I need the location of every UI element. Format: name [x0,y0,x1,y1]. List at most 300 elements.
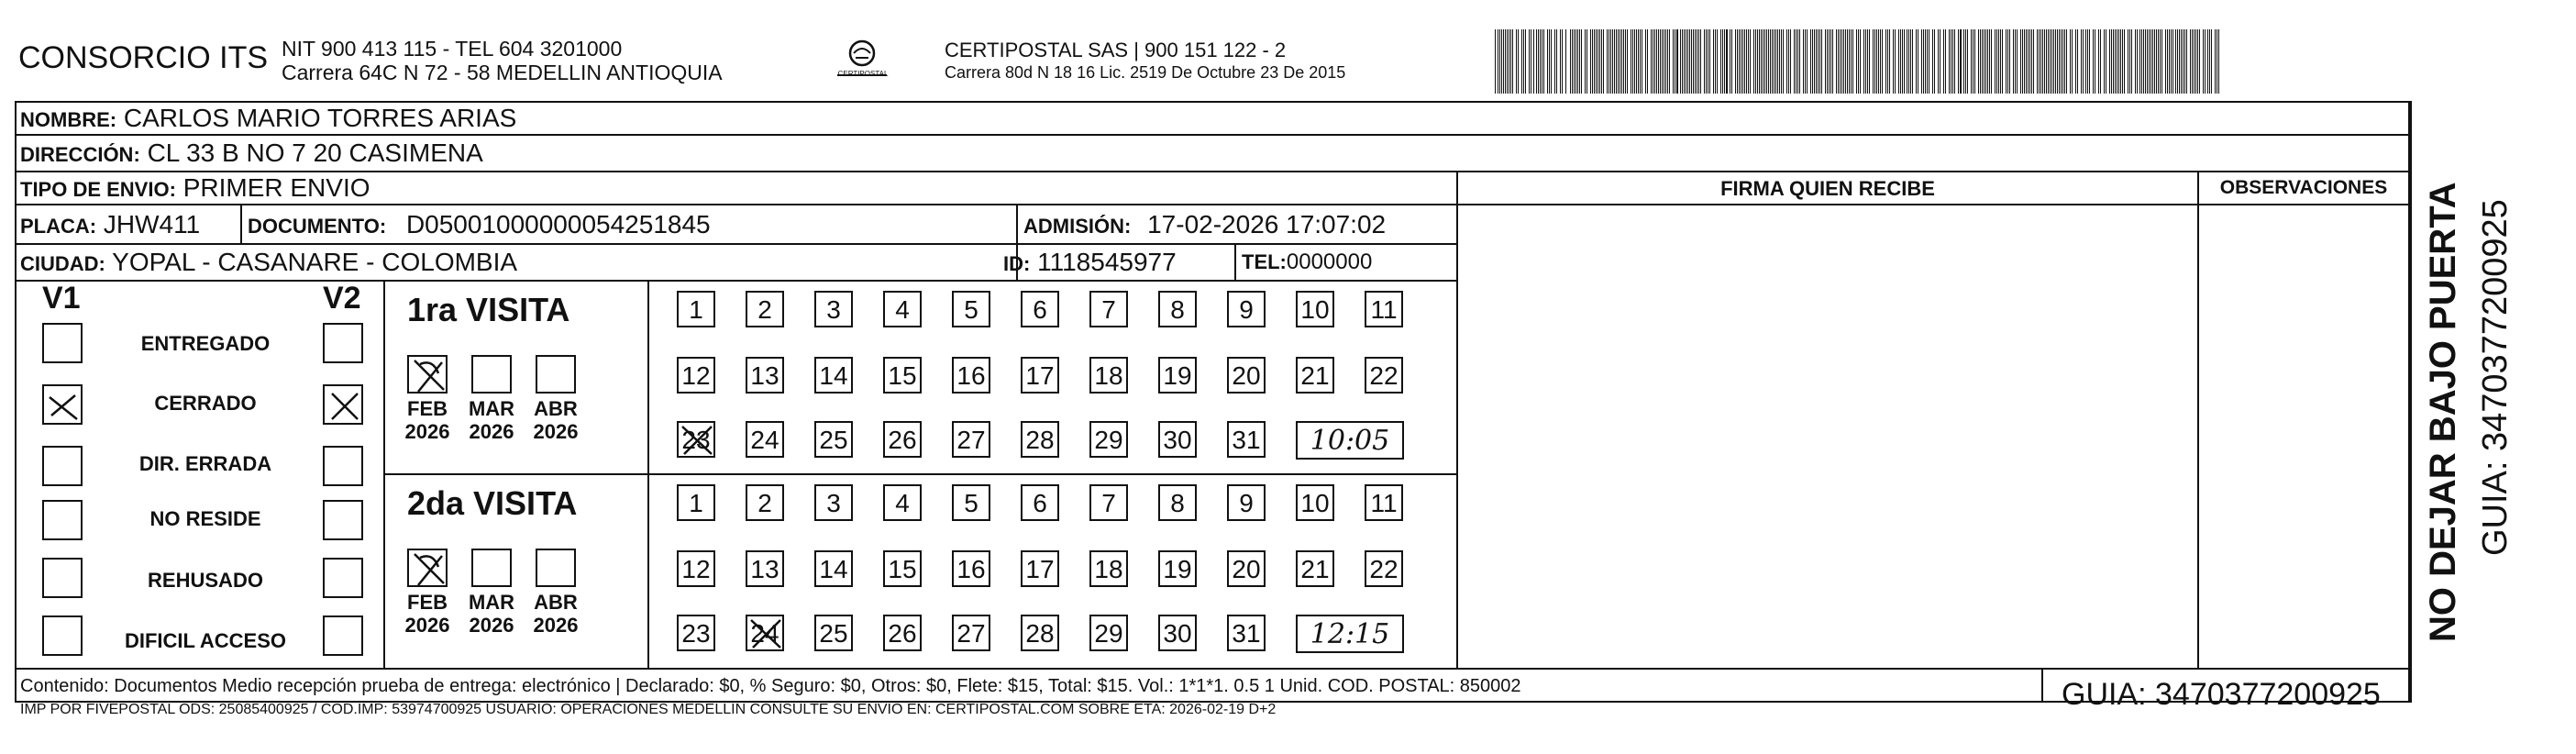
month-name: ABR [534,591,578,614]
barcode-bar [2089,29,2090,94]
barcode-bar [1757,29,1758,94]
barcode-bar [1731,29,1732,94]
month-label [464,591,519,637]
barcode-bar [2053,29,2054,94]
barcode-bar [2104,29,2105,94]
day-cell[interactable] [883,357,922,394]
tipo-label: TIPO DE ENVIO: [20,178,176,201]
day-number: 21 [1300,555,1330,583]
barcode-bar [1627,29,1628,94]
courier-line1: CERTIPOSTAL SAS | 900 151 122 - 2 [945,39,1287,61]
barcode-bar [1876,29,1877,94]
barcode-bar [1984,29,1985,94]
day-cell[interactable] [1089,484,1128,521]
barcode-bar [2118,29,2119,94]
barcode-bar [1827,29,1828,94]
barcode-bar [1825,29,1826,94]
day-cell[interactable] [883,291,922,327]
month-checkbox[interactable] [536,355,576,394]
day-mark-icon [679,423,717,460]
barcode-bar [1689,29,1690,94]
day-cell[interactable] [1158,421,1197,458]
day-cell[interactable] [1158,615,1197,651]
day-cell[interactable] [814,421,853,458]
day-number: 7 [1101,489,1116,517]
barcode-bar [1790,29,1791,94]
barcode-bar [1860,29,1861,94]
barcode-bar [1832,29,1833,94]
day-cell[interactable] [814,550,853,587]
day-cell[interactable] [677,357,715,394]
barcode-bar [1838,29,1839,94]
barcode-bar [1856,29,1857,94]
barcode-bar [1796,29,1797,94]
barcode-bar [1904,29,1905,94]
v1-checkbox[interactable] [42,615,83,656]
barcode-bar [1768,29,1769,94]
day-cell[interactable] [1227,421,1266,458]
barcode-bar [1954,29,1955,94]
barcode-bar [1543,29,1544,94]
day-cell[interactable] [1365,484,1403,521]
day-cell[interactable] [677,615,715,651]
barcode-bar [1889,29,1890,94]
barcode-bar [2075,29,2076,94]
barcode-bar [1818,29,1819,94]
v2-checkbox[interactable] [323,615,363,656]
barcode-bar [1551,29,1552,94]
day-cell[interactable] [952,550,990,587]
barcode-bar [1742,29,1743,94]
barcode-bar [1610,29,1611,94]
ciudad-label: CIUDAD: [20,252,105,275]
day-cell[interactable] [952,615,990,651]
day-cell[interactable] [1021,550,1059,587]
day-cell[interactable] [677,421,715,458]
barcode-bar [2051,29,2052,94]
barcode-bar [2029,29,2030,94]
day-number: 20 [1232,361,1261,390]
month-checkbox[interactable] [407,549,448,587]
barcode-bar [1759,29,1760,94]
barcode-bar [1538,29,1539,94]
barcode-bar [1819,29,1820,94]
barcode-bar [1887,29,1888,94]
barcode-bar [2143,29,2144,94]
day-cell[interactable] [952,291,990,327]
day-number: 24 [750,426,779,454]
day-number: 28 [1025,426,1055,454]
day-number: 2 [757,489,772,517]
barcode-bar [1654,29,1655,94]
barcode-bar [2209,29,2210,94]
barcode-bar [2175,29,2176,94]
barcode-bar [1753,29,1754,94]
v2-checkbox[interactable] [323,323,363,363]
day-cell[interactable] [1227,357,1266,394]
status-option-label: CERRADO [154,392,257,415]
barcode-bar [1596,29,1597,94]
day-number: 20 [1232,555,1261,583]
barcode-bar [1847,29,1848,94]
month-year: 2026 [533,614,579,637]
id-value: 1118545977 [1037,248,1177,276]
day-cell[interactable] [1227,550,1266,587]
day-cell[interactable] [883,484,922,521]
day-number: 17 [1025,361,1055,390]
barcode-bar [1574,29,1575,94]
barcode-bar [1607,29,1608,94]
day-cell[interactable] [814,357,853,394]
day-cell[interactable] [746,421,784,458]
barcode-bar [1982,29,1983,94]
admision-value: 17-02-2026 17:07:02 [1147,210,1387,238]
month-year: 2026 [533,420,579,443]
day-cell[interactable] [883,421,922,458]
barcode-bar [1971,29,1972,94]
barcode-bar [1851,29,1852,94]
barcode-bar [1849,29,1850,94]
barcode-bar [1934,29,1935,94]
day-number: 15 [888,361,917,390]
check-mark-icon [409,357,449,395]
day-cell[interactable] [952,484,990,521]
barcode-bar [1836,29,1837,94]
barcode-bar [1621,29,1622,94]
month-name: FEB [407,397,448,420]
day-cell[interactable] [1021,484,1059,521]
v2-checkbox[interactable] [323,558,363,598]
footer-guia: GUIA: 347037720092​5 [2062,677,2381,712]
barcode-bar [1744,29,1745,94]
barcode-bar [1638,29,1639,94]
barcode-bar [2211,29,2212,94]
courier-line2: Carrera 80d N 18 16 Lic. 2519 De Octubre 23 De 2015 [945,63,1346,82]
day-cell[interactable] [677,291,715,327]
barcode-bar [1786,29,1787,94]
day-number: 8 [1170,295,1185,324]
barcode-bar [2024,29,2025,94]
day-number: 8 [1170,489,1185,517]
day-number: 14 [819,555,848,583]
day-cell[interactable] [1227,291,1266,327]
barcode-bar [2199,29,2200,94]
day-cell[interactable] [1365,291,1403,327]
barcode-bar [2048,29,2049,94]
barcode-bar [1618,29,1619,94]
barcode-bar [2057,29,2058,94]
day-number: 23 [681,426,711,454]
barcode-bar [1594,29,1595,94]
day-cell[interactable] [1158,550,1197,587]
barcode-bar [1634,29,1635,94]
day-number: 6 [1033,295,1047,324]
day-number: 10 [1300,489,1330,517]
day-number: 18 [1094,361,1123,390]
barcode-bar [1755,29,1756,94]
day-cell[interactable] [1365,357,1403,394]
barcode-bar [2013,29,2014,94]
day-cell[interactable] [1296,484,1334,521]
barcode-bar [2083,29,2084,94]
barcode-bar [1684,29,1685,94]
documento-value: D05001000000054251845 [405,210,711,238]
direccion-value: CL 33 B NO 7 20 CASIMENA [147,139,483,167]
day-cell[interactable] [1089,550,1128,587]
v2-label: V2 [323,281,361,316]
day-cell[interactable] [1089,421,1128,458]
barcode-bar [1579,29,1580,94]
barcode-bar [1863,29,1864,94]
barcode-bar [1585,29,1586,94]
day-cell[interactable] [814,615,853,651]
barcode-bar [1612,29,1613,94]
barcode-bar [1895,29,1896,94]
barcode-bar [1706,29,1707,94]
day-number: 31 [1232,619,1261,648]
barcode-bar [1978,29,1979,94]
barcode-bar [1717,29,1718,94]
month-label [400,591,455,637]
month-checkbox[interactable] [471,355,512,394]
barcode-bar [1949,29,1950,94]
barcode-bar [2172,29,2173,94]
firma-header: FIRMA QUIEN RECIBE [1720,177,1935,200]
day-cell[interactable] [677,550,715,587]
day-cell[interactable] [746,550,784,587]
barcode-bar [1536,29,1537,94]
barcode-bar [1958,29,1959,94]
v1-checkbox[interactable] [42,558,83,598]
v1-checkbox[interactable] [42,384,83,425]
day-number: 30 [1163,426,1192,454]
barcode-bar [1577,29,1578,94]
barcode-bar [2215,29,2216,94]
barcode-bar [1932,29,1933,94]
month-label [464,397,519,443]
month-checkbox[interactable] [536,549,576,587]
day-number: 12 [681,361,711,390]
day-cell[interactable] [1296,291,1334,327]
barcode-bar [2009,29,2010,94]
tel-value: 0000000 [1286,249,1373,274]
day-number: 30 [1163,619,1192,648]
day-cell[interactable] [1365,550,1403,587]
barcode-bar [1878,29,1879,94]
barcode-bar [1499,29,1500,94]
barcode-bar [1505,29,1506,94]
day-cell[interactable] [677,484,715,521]
day-cell[interactable] [1296,357,1334,394]
day-number: 7 [1101,295,1116,324]
v1-checkbox[interactable] [42,500,83,540]
barcode-bar [2169,29,2170,94]
barcode-bar [1562,29,1563,94]
barcode-bar [2046,29,2047,94]
barcode-bar [1797,29,1798,94]
day-cell[interactable] [1089,615,1128,651]
month-name: MAR [468,397,515,420]
observaciones-header: OBSERVACIONES [2219,177,2388,198]
barcode-bar [2111,29,2112,94]
barcode-bar [1996,29,1997,94]
barcode-bar [1667,29,1668,94]
month-year: 2026 [404,420,450,443]
day-number: 5 [964,295,978,324]
company-line1: NIT 900 413 115 - TEL 604 3201000 [282,37,623,61]
barcode-bar [1869,29,1870,94]
direccion-label: DIRECCIÓN: [20,143,140,166]
barcode-bar [2183,29,2184,94]
barcode [1495,29,2224,94]
barcode-bar [1770,29,1771,94]
month-checkbox[interactable] [407,355,448,394]
barcode-bar [1698,29,1699,94]
day-number: 12 [681,555,711,583]
day-number: 27 [956,426,986,454]
barcode-bar [1952,29,1953,94]
barcode-bar [1665,29,1666,94]
barcode-bar [1766,29,1767,94]
visit-title: 1ra VISITA [407,291,570,328]
barcode-bar [1592,29,1593,94]
month-checkbox[interactable] [471,549,512,587]
barcode-bar [1893,29,1894,94]
day-number: 9 [1239,295,1254,324]
day-number: 28 [1025,619,1055,648]
barcode-bar [1565,29,1566,94]
barcode-bar [1525,29,1526,94]
barcode-bar [1739,29,1740,94]
barcode-bar [1715,29,1716,94]
barcode-bar [1623,29,1624,94]
barcode-bar [1713,29,1714,94]
barcode-bar [2040,29,2041,94]
barcode-bar [1691,29,1692,94]
day-number: 5 [964,489,978,517]
barcode-bar [1874,29,1875,94]
day-cell[interactable] [814,291,853,327]
barcode-bar [2031,29,2032,94]
side-warning: NO DEJAR BAJO PUERTA [2423,182,2463,642]
barcode-bar [1761,29,1762,94]
day-cell[interactable] [952,421,990,458]
barcode-bar [2167,29,2168,94]
barcode-bar [1803,29,1804,94]
barcode-bar [2022,29,2023,94]
barcode-bar [2131,29,2132,94]
tel-label: TEL: [1242,250,1287,273]
day-number: 3 [826,295,841,324]
barcode-bar [1750,29,1751,94]
day-cell[interactable] [1227,615,1266,651]
barcode-bar [1898,29,1899,94]
visit-time-field[interactable]: 10:05 [1296,421,1404,460]
day-number: 16 [956,555,986,583]
day-cell[interactable] [746,291,784,327]
barcode-bar [1687,29,1688,94]
barcode-bar [2064,29,2065,94]
day-cell[interactable] [1021,615,1059,651]
barcode-bar [1843,29,1844,94]
v2-checkbox[interactable] [323,500,363,540]
barcode-bar [2085,29,2086,94]
placa-label: PLACA: [20,215,97,238]
footer-imp: IMP POR FIVEPOSTAL ODS: 25085400925 / COD.IMP: 53974700925 USUARIO: OPERACIONES MEDELLIN CONSULTE SU ENVIO EN: CERTIPOSTAL.COM SOBRE ETA: 2026-02-19 D+2 [20,702,1277,717]
barcode-bar [1529,29,1530,94]
barcode-bar [2177,29,2178,94]
barcode-bar [1599,29,1600,94]
barcode-bar [1724,29,1725,94]
day-cell[interactable] [1089,291,1128,327]
barcode-bar [2120,29,2121,94]
v2-checkbox[interactable] [323,446,363,486]
day-cell[interactable] [1021,421,1059,458]
day-cell[interactable] [883,615,922,651]
barcode-bar [1845,29,1846,94]
barcode-bar [1676,29,1678,94]
v1-checkbox[interactable] [42,446,83,486]
day-number: 25 [819,426,848,454]
day-cell[interactable] [1089,357,1128,394]
day-cell[interactable] [1158,484,1197,521]
day-number: 23 [681,619,711,648]
barcode-bar [1910,29,1911,94]
day-cell[interactable] [1158,357,1197,394]
day-cell[interactable] [746,484,784,521]
day-cell[interactable] [1227,484,1266,521]
barcode-bar [1777,29,1778,94]
day-cell[interactable] [814,484,853,521]
barcode-bar [2066,29,2067,94]
barcode-bar [1882,29,1883,94]
id-label: ID: [1003,252,1031,275]
barcode-bar [1601,29,1602,94]
barcode-bar [2087,29,2088,94]
barcode-bar [2109,29,2110,94]
barcode-bar [1794,29,1795,94]
day-number: 26 [888,426,917,454]
day-number: 24 [750,619,779,648]
barcode-bar [1512,29,1513,94]
barcode-bar [1510,29,1511,94]
barcode-bar [1603,29,1604,94]
v2-checkbox[interactable] [323,384,363,425]
barcode-bar [1581,29,1582,94]
day-cell[interactable] [746,615,784,651]
day-cell[interactable] [1021,291,1059,327]
visit-time-field[interactable]: 12:15 [1296,615,1404,653]
day-number: 1 [689,489,703,517]
barcode-bar [1912,29,1913,94]
day-cell[interactable] [883,550,922,587]
day-cell[interactable] [952,357,990,394]
v1-checkbox[interactable] [42,323,83,363]
tipo-value: PRIMER ENVIO [182,173,370,202]
barcode-bar [1636,29,1637,94]
barcode-bar [2077,29,2078,94]
barcode-bar [1647,29,1648,94]
barcode-bar [1852,29,1853,94]
day-cell[interactable] [746,357,784,394]
day-cell[interactable] [1296,550,1334,587]
company-line2: Carrera 64C N 72 - 58 MEDELLIN ANTIOQUIA [282,61,723,84]
day-cell[interactable] [1158,291,1197,327]
barcode-bar [1523,29,1524,94]
day-cell[interactable] [1021,357,1059,394]
month-label [528,397,583,443]
barcode-bar [1775,29,1776,94]
